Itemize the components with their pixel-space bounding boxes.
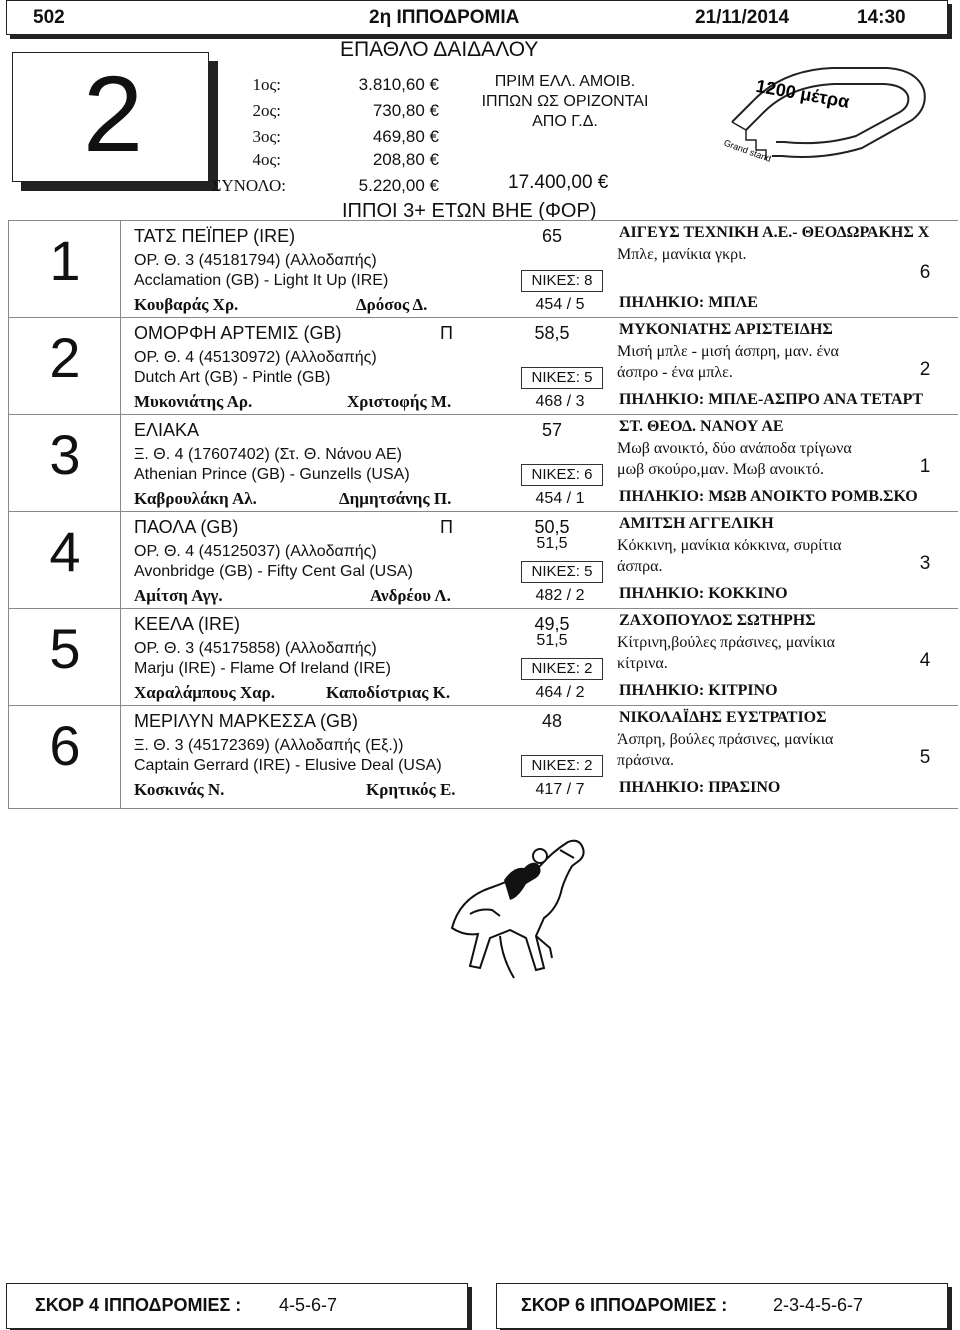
- trainer-name: Κρητικός Ε.: [366, 780, 456, 799]
- horse-name: ΤΑΤΣ ΠΕΪΠΕΡ (IRE): [134, 226, 296, 246]
- entry-number: 3: [49, 423, 81, 486]
- prize-3-label: 3ος:: [252, 127, 281, 146]
- divider: [8, 808, 958, 809]
- weight: 65: [541, 226, 563, 246]
- bonus-line-3: ΑΠΟ Γ.Δ.: [532, 113, 598, 130]
- left-rule: [8, 220, 9, 808]
- entry-number: 5: [49, 617, 81, 680]
- score6-box: [496, 1283, 948, 1329]
- trainer-name: Καποδίστριας Κ.: [326, 683, 451, 702]
- owner-name: ΑΜΙΤΣΗ ΑΓΓΕΛΙΚΗ: [619, 515, 774, 532]
- draw-number: 5: [919, 747, 931, 768]
- apprentice-flag: Π: [440, 323, 453, 343]
- horse-info: ΟΡ. Θ. 4 (45125037) (Αλλοδαπής): [134, 543, 377, 560]
- draw-number: 4: [919, 650, 931, 671]
- prize-1-label: 1ος:: [252, 75, 281, 94]
- pedigree: Avonbridge (GB) - Fifty Cent Gal (USA): [134, 563, 413, 580]
- silk-colors: Μισή μπλε - μισή άσπρη, μαν. ένα άσπρο - ένα μπλε.: [617, 343, 839, 381]
- divider: [8, 608, 958, 609]
- weight-alt: 51,5: [536, 535, 568, 552]
- jockey-name: Χαραλάμπους Χαρ.: [134, 683, 275, 702]
- owner-name: ΑΙΓΕΥΣ ΤΕΧΝΙΚΗ Α.Ε.- ΘΕΟΔΩΡΑΚΗΣ Χ: [619, 224, 930, 241]
- bonus-line-1: ΠΡΙΜ ΕΛΛ. ΑΜΟΙΒ.: [494, 73, 636, 90]
- trainer-name: Δρόσος Δ.: [356, 295, 428, 314]
- horse-info: Ξ. Θ. 4 (17607402) (Στ. Θ. Νάνου ΑΕ): [134, 446, 402, 463]
- divider: [8, 705, 958, 706]
- wins-box: ΝΙΚΕΣ: 5: [521, 367, 603, 389]
- race-conditions: ΙΠΠΟΙ 3+ ΕΤΩΝ ΒΗΕ (ΦΟΡ): [342, 200, 597, 222]
- silk-colors: Κόκκινη, μανίκια κόκκινα, συρίτια άσπρα.: [617, 537, 842, 575]
- draw-number: 2: [919, 359, 931, 380]
- helmet-color: ΠΗΛΗΚΙΟ: ΠΡΑΣΙΝΟ: [619, 779, 781, 796]
- column-rule: [120, 220, 121, 808]
- weight-draw-ratio: 454 / 1: [535, 490, 585, 507]
- horse-name: ΟΜΟΡΦΗ ΑΡΤΕΜΙΣ (GB): [134, 323, 342, 343]
- helmet-color: ΠΗΛΗΚΙΟ: ΜΠΛΕ-ΑΣΠΡΟ ΑΝΑ ΤΕΤΑΡΤ: [619, 391, 924, 408]
- weight: 50,5: [534, 517, 570, 537]
- race-time: 14:30: [857, 7, 906, 28]
- apprentice-flag: Π: [440, 517, 453, 537]
- jockey-name: Κουβαράς Χρ.: [134, 295, 239, 314]
- silk-colors: Μπλε, μανίκια γκρι.: [617, 246, 747, 263]
- score6-value: 2-3-4-5-6-7: [773, 1295, 864, 1315]
- horse-info: ΟΡ. Θ. 3 (45181794) (Αλλοδαπής): [134, 252, 377, 269]
- weight-draw-ratio: 482 / 2: [535, 587, 585, 604]
- jockey-name: Καβρουλάκη Αλ.: [134, 489, 257, 508]
- draw-number: 1: [919, 456, 931, 477]
- jockey-name: Μυκονιάτης Αρ.: [134, 392, 253, 411]
- owner-name: ΜΥΚΟΝΙΑΤΗΣ ΑΡΙΣΤΕΙΔΗΣ: [619, 321, 833, 338]
- weight-draw-ratio: 468 / 3: [535, 393, 585, 410]
- jockey-name: Αμίτση Αγγ.: [134, 586, 223, 605]
- entry-number: 2: [49, 326, 81, 389]
- prize-2-amount: 730,80 €: [372, 101, 439, 120]
- score4-label: ΣΚΟΡ 4 ΙΠΠΟΔΡΟΜΙΕΣ :: [35, 1295, 242, 1315]
- helmet-color: ΠΗΛΗΚΙΟ: ΚΟΚΚΙΝΟ: [619, 585, 788, 602]
- trainer-name: Χριστοφής Μ.: [347, 392, 452, 411]
- weight-alt: 51,5: [536, 632, 568, 649]
- wins-box: ΝΙΚΕΣ: 6: [521, 464, 603, 486]
- bonus-total: 17.400,00 €: [508, 172, 609, 193]
- bonus-block: [470, 72, 660, 132]
- horse-info: ΟΡ. Θ. 3 (45175858) (Αλλοδαπής): [134, 640, 377, 657]
- race-number-box: [12, 52, 209, 182]
- wins-box: ΝΙΚΕΣ: 5: [521, 561, 603, 583]
- score6-label: ΣΚΟΡ 6 ΙΠΠΟΔΡΟΜΙΕΣ :: [521, 1295, 728, 1315]
- divider: [8, 414, 958, 415]
- horse-name: ΜΕΡΙΛΥΝ ΜΑΡΚΕΣΣΑ (GB): [134, 711, 358, 731]
- bonus-line-2: ΙΠΠΩΝ ΩΣ ΟΡΙΖΟΝΤΑΙ: [481, 93, 649, 110]
- divider: [8, 220, 958, 221]
- silk-colors: Κίτρινη,βούλες πράσινες, μανίκια κίτρινα.: [617, 634, 835, 672]
- draw-number: 6: [919, 262, 931, 283]
- helmet-color: ΠΗΛΗΚΙΟ: ΚΙΤΡΙΝΟ: [619, 682, 778, 699]
- pedigree: Marju (IRE) - Flame Of Ireland (IRE): [134, 660, 391, 677]
- wins-box: ΝΙΚΕΣ: 2: [521, 658, 603, 680]
- race-date: 21/11/2014: [695, 7, 790, 28]
- prize-3-amount: 469,80 €: [372, 127, 439, 146]
- entry-number: 4: [49, 520, 81, 583]
- weight: 49,5: [534, 614, 570, 634]
- prize-2-label: 2ος:: [252, 101, 281, 120]
- weight: 57: [541, 420, 563, 440]
- score4-box: [6, 1283, 468, 1329]
- weight-draw-ratio: 464 / 2: [535, 684, 585, 701]
- entry-number: 1: [49, 229, 81, 292]
- owner-name: ΖΑΧΟΠΟΥΛΟΣ ΣΩΤΗΡΗΣ: [619, 612, 816, 629]
- trainer-name: Ανδρέου Λ.: [370, 586, 451, 605]
- track-distance: 1200 μέτρα: [754, 75, 851, 112]
- race-label: 2η ΙΠΠΟΔΡΟΜΙΑ: [369, 7, 520, 28]
- pedigree: Dutch Art (GB) - Pintle (GB): [134, 369, 331, 386]
- horse-jockey-illustration: [440, 818, 600, 988]
- page-number: 502: [33, 7, 65, 28]
- prize-4-amount: 208,80 €: [372, 150, 439, 169]
- score4-value: 4-5-6-7: [279, 1295, 338, 1315]
- pedigree: Captain Gerrard (IRE) - Elusive Deal (USA): [134, 757, 442, 774]
- header-bar: [6, 0, 948, 35]
- prize-total-label: ΣΥΝΟΛΟ:: [211, 176, 286, 195]
- helmet-color: ΠΗΛΗΚΙΟ: ΜΠΛΕ: [619, 294, 758, 311]
- prize-4-label: 4ος:: [252, 150, 281, 169]
- horse-info: Ξ. Θ. 3 (45172369) (Αλλοδαπής (Εξ.)): [134, 737, 404, 754]
- owner-name: ΣΤ. ΘΕΟΔ. ΝΑΝΟΥ ΑΕ: [619, 418, 784, 435]
- horse-name: ΕΛΙΑΚΑ: [134, 420, 200, 440]
- divider: [8, 317, 958, 318]
- silk-colors: Άσπρη, βούλες πράσινες, μανίκια πράσινα.: [617, 731, 834, 769]
- track-diagram: [712, 60, 942, 170]
- horse-name: ΠΑΟΛΑ (GB): [134, 517, 239, 537]
- trainer-name: Δημητσάνης Π.: [339, 489, 452, 508]
- helmet-color: ΠΗΛΗΚΙΟ: ΜΩΒ ΑΝΟΙΚΤΟ ΡΟΜΒ.ΣΚΟ: [619, 488, 918, 505]
- race-title: ΕΠΑΘΛΟ ΔΑΙΔΑΛΟΥ: [340, 38, 539, 61]
- race-number: 2: [83, 53, 144, 174]
- weight-draw-ratio: 454 / 5: [535, 296, 585, 313]
- draw-number: 3: [919, 553, 931, 574]
- grand-stand-label: Grand stand: [722, 137, 773, 164]
- pedigree: Athenian Prince (GB) - Gunzells (USA): [134, 466, 410, 483]
- prize-1-amount: 3.810,60 €: [358, 75, 439, 94]
- pedigree: Acclamation (GB) - Light It Up (IRE): [134, 272, 389, 289]
- horse-info: ΟΡ. Θ. 4 (45130972) (Αλλοδαπής): [134, 349, 377, 366]
- horse-name: ΚΕΕΛΑ (IRE): [134, 614, 241, 634]
- owner-name: ΝΙΚΟΛΑΪΔΗΣ ΕΥΣΤΡΑΤΙΟΣ: [619, 709, 827, 726]
- jockey-name: Κοσκινάς Ν.: [134, 780, 225, 799]
- weight: 58,5: [534, 323, 570, 343]
- weight-draw-ratio: 417 / 7: [535, 781, 585, 798]
- entry-number: 6: [49, 714, 81, 777]
- weight: 48: [541, 711, 563, 731]
- wins-box: ΝΙΚΕΣ: 8: [521, 270, 603, 292]
- silk-colors: Μωβ ανοικτό, δύο ανάποδα τρίγωνα μωβ σκούρο,μαν. Μωβ ανοικτό.: [617, 440, 852, 478]
- prize-total-amount: 5.220,00 €: [358, 176, 439, 195]
- wins-box: ΝΙΚΕΣ: 2: [521, 755, 603, 777]
- divider: [8, 511, 958, 512]
